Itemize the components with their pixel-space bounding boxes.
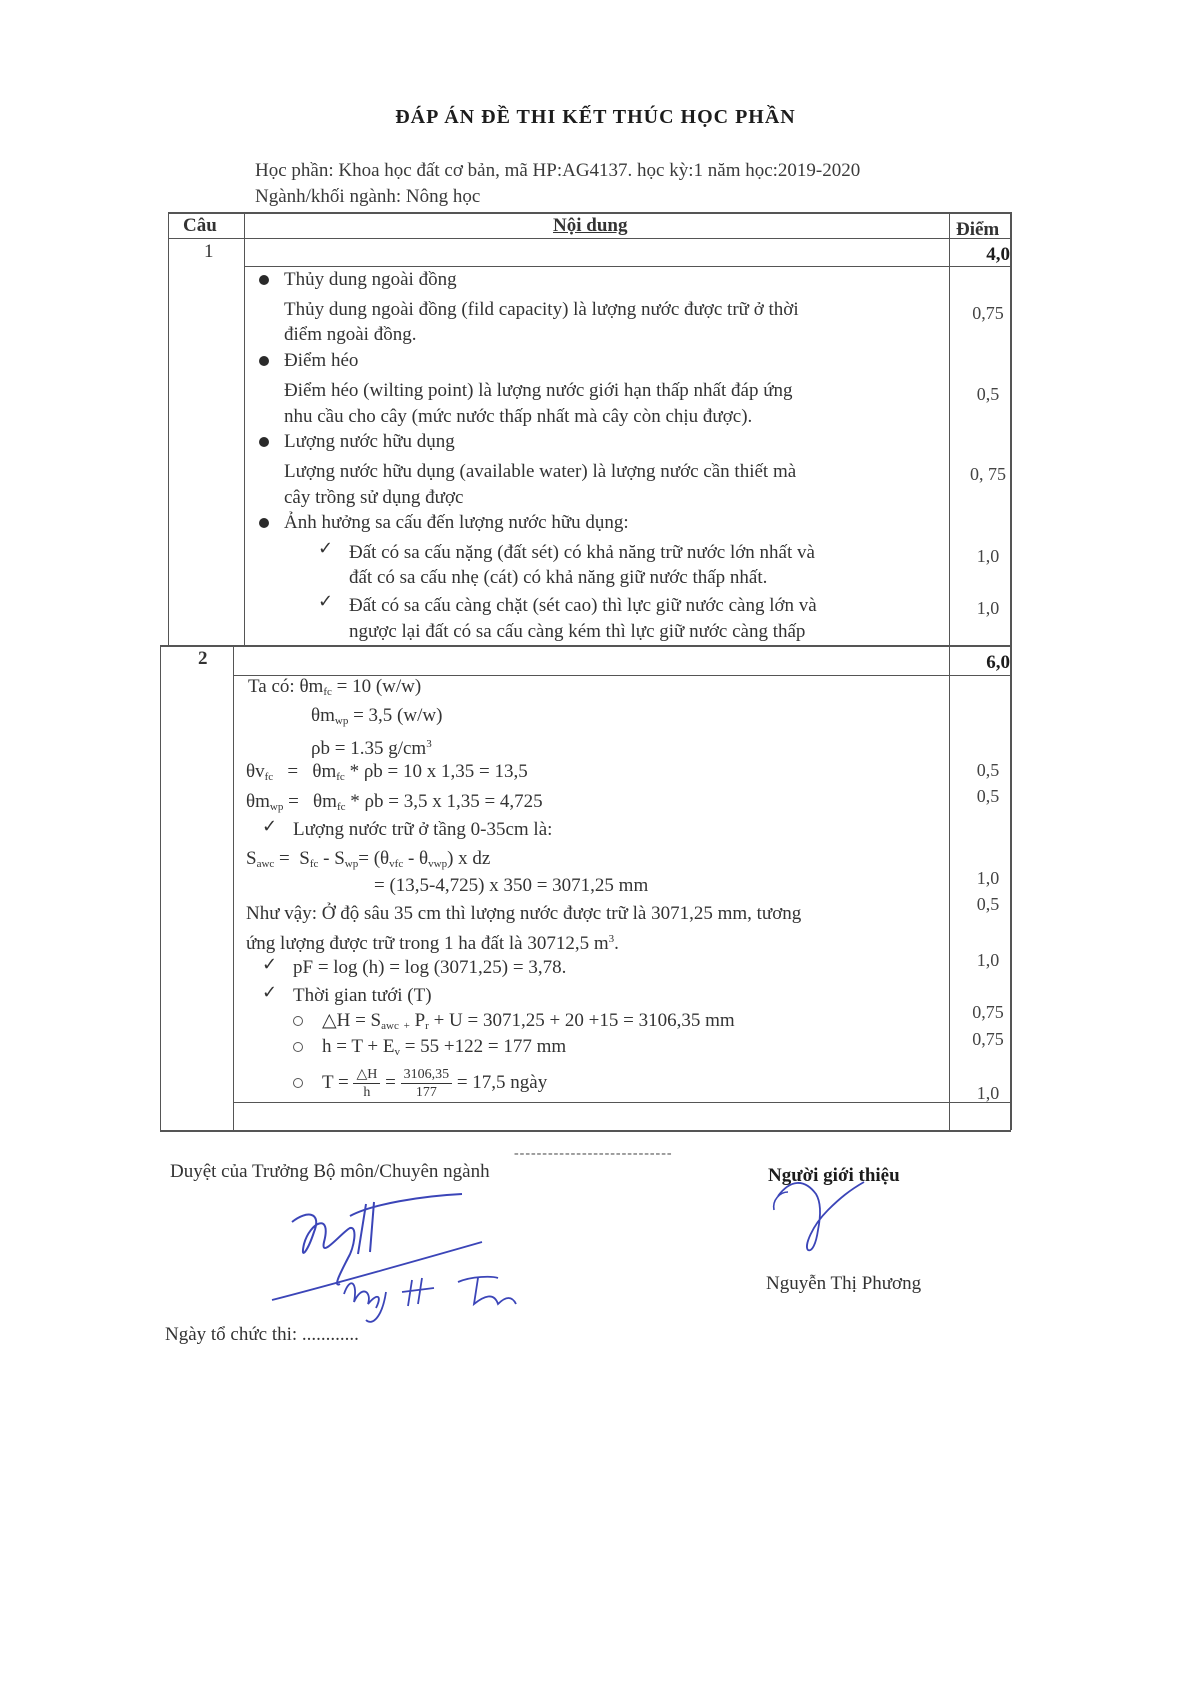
q2-time-title: Thời gian tưới (T) xyxy=(293,985,432,1006)
presenter-signature xyxy=(770,1170,900,1260)
q2-pf-line: pF = log (h) = log (3071,25) = 3,78. xyxy=(293,957,567,978)
q1-b2-score: 0,5 xyxy=(976,384,1000,404)
bullet-icon xyxy=(259,437,269,447)
exam-date: Ngày tổ chức thi: ............ xyxy=(165,1324,359,1345)
bullet-icon xyxy=(259,356,269,366)
header-cau: Câu xyxy=(183,215,217,236)
q2-calc-line: = (13,5-4,725) x 350 = 3071,25 mm xyxy=(374,875,649,896)
q1-b1-line2: điểm ngoài đồng. xyxy=(284,324,417,345)
q1-c2-line1: Đất có sa cấu càng chặt (sét cao) thì lực giữ nước càng lớn và xyxy=(349,595,817,616)
q1-c1-line2: đất có sa cấu nhẹ (cát) có khả năng giữ nước thấp nhất. xyxy=(349,567,768,588)
q1-b2-line1: Điểm héo (wilting point) là lượng nước giới hạn thấp nhất đáp ứng xyxy=(284,380,793,401)
course-info: Học phần: Khoa học đất cơ bản, mã HP:AG4137. học kỳ:1 năm học:2019-2020 xyxy=(255,160,861,181)
q1-b3-title: Lượng nước hữu dụng xyxy=(284,431,455,452)
q2-s-awc: $S_{awc} = S_{fc} - S_{wp}= (\theta_{vfc} - \theta_{vwp})$ x dz xyxy=(246,848,491,870)
header-diem: Điểm xyxy=(956,219,1000,240)
major-info: Ngành/khối ngành: Nông học xyxy=(255,186,481,207)
q2-t-line: T = $\frac{\triangle H}{h}$ = $\frac{3106,35}{177}$ = 17,5 ngày xyxy=(322,1067,548,1101)
q1-b3-line1: Lượng nước hữu dụng (available water) là lượng nước cần thiết mà xyxy=(284,461,797,482)
q2-delta-h: △H = $S_{awc}$ $_+$ $P_r + U = 3071,25 + 20 +15 = 3106,35$ mm xyxy=(322,1010,735,1032)
q1-b1-line1: Thủy dung ngoài đồng (fild capacity) là lượng nước được trữ ở thời xyxy=(284,299,799,320)
q1-b2-line2: nhu cầu cho cây (mức nước thấp nhất mà cây còn chịu được). xyxy=(284,406,753,427)
q1-b2-title: Điểm héo xyxy=(284,350,359,371)
q2-score-d: 0,5 xyxy=(976,894,1000,914)
q2-score-b: 0,5 xyxy=(976,786,1000,806)
bullet-icon xyxy=(259,518,269,528)
q1-c1-score: 1,0 xyxy=(976,546,1000,566)
document-title: ĐÁP ÁN ĐỀ THI KẾT THÚC HỌC PHẦN xyxy=(395,106,796,128)
q2-theta-vfc: $\theta v_{fc} = \theta m_{fc} * \rho b = 10$ x 1,35 = 13,5 xyxy=(246,761,528,783)
question-1-total: 4,0 xyxy=(986,244,1010,265)
q2-score-e: 1,0 xyxy=(976,950,1000,970)
q1-b3-line2: cây trồng sử dụng được xyxy=(284,487,464,508)
q2-score-a: 0,5 xyxy=(976,760,1000,780)
check-icon: ✓ xyxy=(318,538,334,559)
q2-given-1: Ta có: $\theta m_{fc} = 10$ (w/w) xyxy=(248,676,422,698)
circle-bullet-icon xyxy=(293,1078,303,1088)
q2-conclusion-1: Như vậy: Ở độ sâu 35 cm thì lượng nước được trữ là 3071,25 mm, tương xyxy=(246,903,802,924)
check-icon: ✓ xyxy=(262,982,278,1003)
q2-h-line: $h = T + E_v = 55 +122 = 177$ mm xyxy=(322,1036,567,1058)
q2-score-c: 1,0 xyxy=(976,868,1000,888)
check-icon: ✓ xyxy=(262,954,278,975)
q2-score-f: 0,75 xyxy=(972,1002,1004,1022)
presenter-title: Người giới thiệu xyxy=(768,1165,900,1186)
q1-b1-title: Thủy dung ngoài đồng xyxy=(284,269,457,290)
check-icon: ✓ xyxy=(318,591,334,612)
q1-b1-score: 0,75 xyxy=(972,303,1004,323)
question-2-total: 6,0 xyxy=(986,652,1010,673)
q2-store-line: Lượng nước trữ ở tầng 0-35cm là: xyxy=(293,819,553,840)
q2-theta-mwp: $\theta m_{wp} = \theta m_{fc} * \rho b = 3,5$ x 1,35 = 4,725 xyxy=(246,791,543,813)
presenter-name: Nguyễn Thị Phương xyxy=(766,1273,922,1294)
q2-score-g: 0,75 xyxy=(972,1029,1004,1049)
q2-score-h: 1,0 xyxy=(976,1083,1000,1103)
q1-b3-score: 0, 75 xyxy=(970,464,1006,484)
header-noi-dung: Nội dung xyxy=(553,215,628,236)
q1-c2-line2: ngược lại đất có sa cấu càng kém thì lực giữ nước càng thấp xyxy=(349,621,806,642)
question-1-number: 1 xyxy=(204,241,214,262)
approver-title: Duyệt của Trưởng Bộ môn/Chuyên ngành xyxy=(170,1161,490,1182)
approver-signature xyxy=(262,1192,592,1332)
q1-c2-score: 1,0 xyxy=(976,598,1000,618)
q1-c1-line1: Đất có sa cấu nặng (đất sét) có khả năng trữ nước lớn nhất và xyxy=(349,542,815,563)
q2-given-2: $\theta m_{wp} = 3,5$ (w/w) xyxy=(311,705,443,727)
q1-b4-title: Ảnh hưởng sa cấu đến lượng nước hữu dụng: xyxy=(284,512,629,533)
circle-bullet-icon xyxy=(293,1042,303,1052)
q2-given-3: ρb = 1.35 $g/cm^3$ xyxy=(311,738,432,759)
check-icon: ✓ xyxy=(262,816,278,837)
q2-conclusion-2: ứng lượng được trữ trong 1 ha đất là 30712,5 $m^3$. xyxy=(246,933,619,954)
separator-line: ---------------------------- xyxy=(514,1146,673,1161)
bullet-icon xyxy=(259,275,269,285)
question-2-number: 2 xyxy=(198,648,208,669)
circle-bullet-icon xyxy=(293,1016,303,1026)
